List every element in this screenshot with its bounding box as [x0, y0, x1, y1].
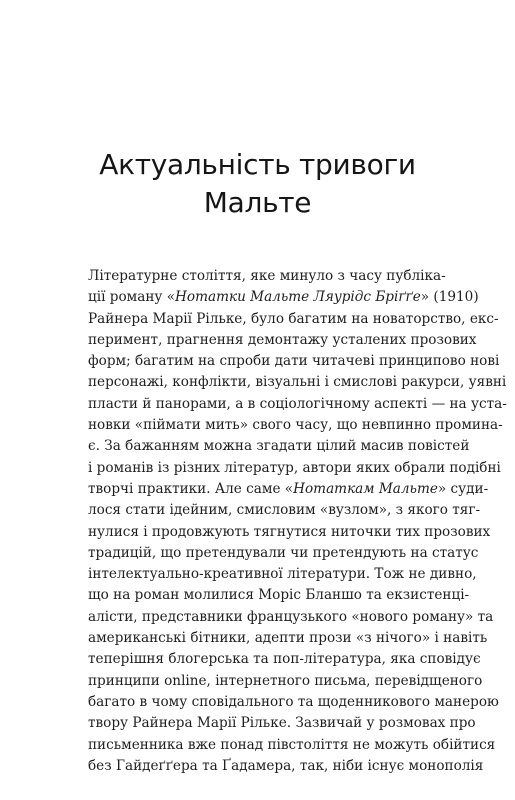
body-text-line: Райнера Марії Рільке, було багатим на новаторство, екс-	[88, 310, 499, 327]
italic-title: Нотатки Мальте Ляурідс Бріґґе	[175, 289, 421, 306]
body-text-line: теперішня блогерська та поп-література, яка сповідує	[88, 651, 481, 668]
body-text-line: інтелектуально-креативної літератури. Тож не дивно,	[88, 566, 477, 583]
body-text-line: алісти, представники французького «нового роману» та	[88, 608, 494, 625]
body-text-line: американські бітники, адепти прози «з нічого» і навіть	[88, 630, 488, 647]
body-text-line: Літературне століття, яке минуло з часу публіка-	[88, 268, 446, 284]
body-text-line: багато в чому сповідального та щоденникового манерою	[88, 693, 499, 710]
body-text-line: є. За бажанням можна згадати цілий масив повістей	[88, 438, 470, 455]
body-text-line: твору Райнера Марії Рільке. Зазвичай у розмовах про	[88, 715, 476, 732]
italic-title: Нотаткам Мальте	[293, 480, 438, 497]
body-text-line: персонажі, конфлікти, візуальні і смислові ракурси, уявні	[88, 374, 507, 391]
body-text-line: пласти й панорами, а в соціологічному аспекті — на уста-	[88, 395, 507, 412]
chapter-body-text	[88, 266, 507, 777]
body-text-line: традицій, що претендували чи претендують на статус	[88, 544, 479, 561]
body-text-line: творчі практики. Але саме «Нотаткам Мальте» суди-	[88, 480, 489, 497]
body-text-line: що на роман молилися Моріс Бланшо та екзистенці-	[88, 587, 470, 604]
chapter-title-line-2: Мальте	[203, 186, 312, 219]
body-text-line: письменника вже понад півстоліття не можуть обійтися	[88, 736, 496, 753]
body-text-line: принципи online, інтернетного письма, перевідщеного	[88, 672, 483, 689]
body-text-line: новки «піймати мить» свого часу, що невпинно промина-	[88, 417, 503, 434]
body-text-line: лося стати ідейним, смисловим «вузлом», з якого тяг-	[88, 502, 481, 519]
body-text-line: нулися і продовжують тягнутися ниточки тих прозових	[88, 523, 491, 540]
chapter-title-line-1: Актуальність тривоги	[99, 148, 416, 181]
body-text-line: і романів із різних літератур, автори яких обрали подібні	[88, 459, 501, 476]
chapter-title	[0, 146, 515, 222]
body-text-line: форм; багатим на спроби дати читачеві принципово нові	[88, 353, 500, 370]
body-text-line: перимент, прагнення демонтажу усталених прозових	[88, 331, 477, 348]
body-text-line: без Гайдеґґера та Ґадамера, так, ніби існує монополія	[88, 757, 484, 774]
body-text-line: ції роману «Нотатки Мальте Ляурідс Бріґґе» (1910)	[88, 289, 479, 306]
